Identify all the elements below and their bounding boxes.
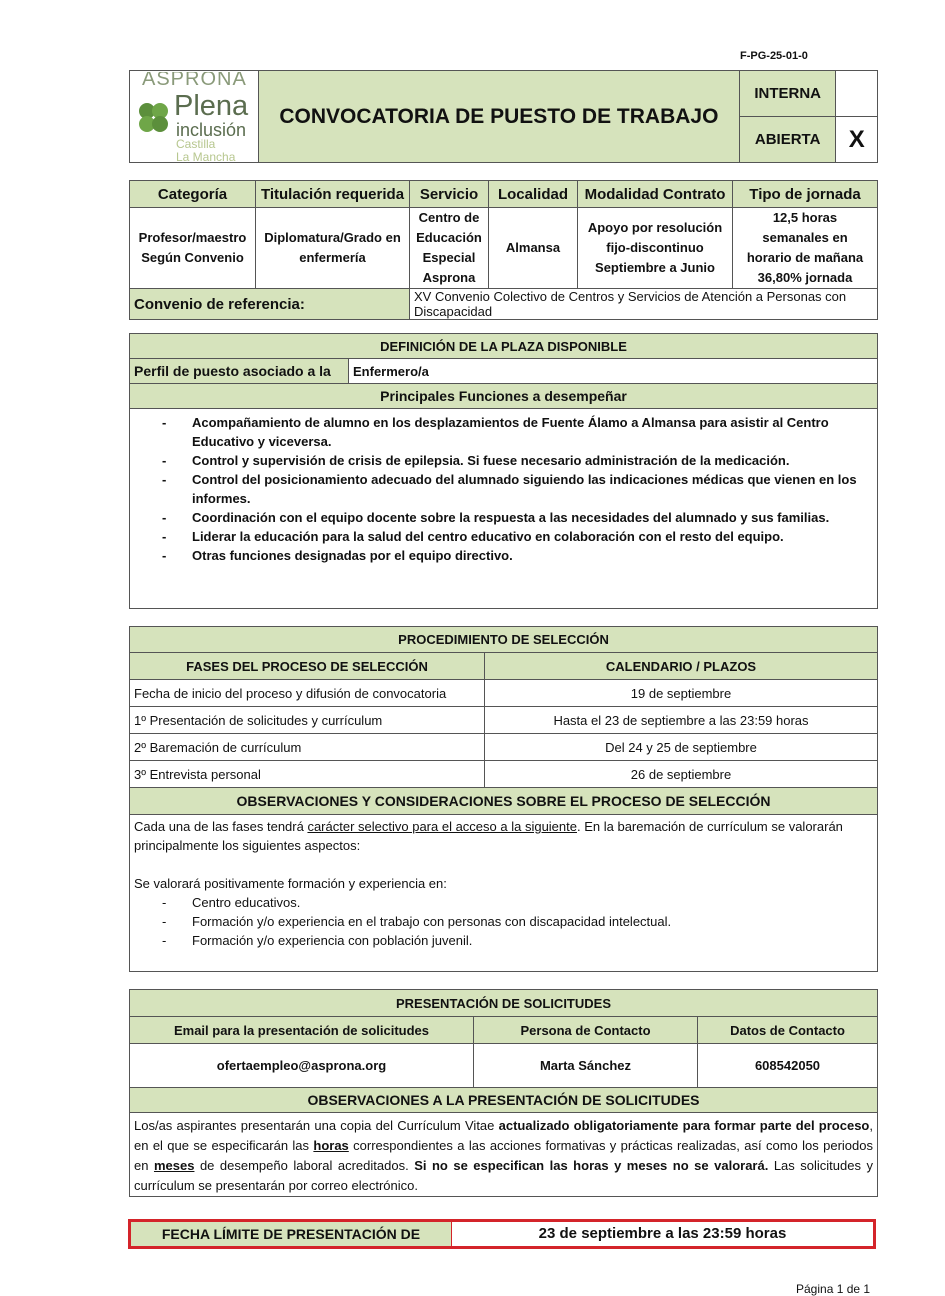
convenio-label: Convenio de referencia: [130,289,410,320]
phase-date: Hasta el 23 de septiembre a las 23:59 horas [485,707,878,734]
functions-list [130,413,857,565]
perfil-label: Perfil de puesto asociado a la [130,359,349,384]
col-localidad: Localidad [489,181,578,208]
page-number: Página 1 de 1 [796,1282,871,1296]
cell-servicio: Centro de Educación Especial Asprona [410,208,489,289]
convenio-value: XV Convenio Colectivo de Centros y Servicios de Atención a Personas con Discapacidad [410,289,878,320]
table-row: 3º Entrevista personal [130,761,485,788]
selection-obs-title: OBSERVACIONES Y CONSIDERACIONES SOBRE EL PROCESO DE SELECCIÓN [130,788,878,815]
email-value[interactable]: ofertaempleo@asprona.org [130,1044,474,1088]
document-header [129,70,878,163]
list-item: - Formación y/o experiencia en el trabajo con personas con discapacidad intelectual. [130,912,873,931]
document-title: CONVOCATORIA DE PUESTO DE TRABAJO [258,71,739,163]
col-contact-data: Datos de Contacto [698,1017,878,1044]
cell-categoria: Profesor/maestro Según Convenio [130,208,256,289]
col-phases: FASES DEL PROCESO DE SELECCIÓN [130,653,485,680]
option-open-box[interactable]: X [836,117,878,163]
logo-asprona-text: ASPRONA [142,71,247,90]
job-table [129,180,878,320]
logo-cell [130,71,259,163]
applications-table [129,989,878,1197]
phone-value: 608542050 [698,1044,878,1088]
deadline-label: FECHA LÍMITE DE PRESENTACIÓN DE [131,1222,452,1246]
phase-date: 26 de septiembre [485,761,878,788]
table-row: Fecha de inicio del proceso y difusión de convocatoria [130,680,485,707]
phase-date: 19 de septiembre [485,680,878,707]
table-row: 2º Baremación de currículum [130,734,485,761]
selection-obs-cell [130,815,878,972]
functions-title: Principales Funciones a desempeñar [130,384,878,409]
col-modalidad: Modalidad Contrato [578,181,733,208]
definition-table [129,333,878,609]
cell-titulacion: Diplomatura/Grado en enfermería [256,208,410,289]
obs-list [130,893,873,950]
list-item: - Control y supervisión de crisis de epilepsia. Si fuese necesario administración de la medicación. [130,451,857,470]
definition-title: DEFINICIÓN DE LA PLAZA DISPONIBLE [130,334,878,359]
list-item: - Otras funciones designadas por el equipo directivo. [130,546,857,565]
logo-plena-text: Plena [174,89,249,122]
clover-icon [136,100,172,136]
option-internal-box[interactable] [836,71,878,117]
selection-obs-paragraph: Cada una de las fases tendrá carácter selectivo para el acceso a la siguiente. En la baremación de currículum se valorarán principalmente los siguientes aspectos: [134,819,843,853]
col-person: Persona de Contacto [474,1017,698,1044]
list-item: - Control del posicionamiento adecuado del alumnado siguiendo las indicaciones médicas que vienen en los informes. [130,470,857,508]
applications-title: PRESENTACIÓN DE SOLICITUDES [130,990,878,1017]
cell-modalidad: Apoyo por resolución fijo-discontinuo Septiembre a Junio [578,208,733,289]
cell-jornada: 12,5 horas semanales en horario de mañana 36,80% jornada [733,208,878,289]
col-servicio: Servicio [410,181,489,208]
cell-localidad: Almansa [489,208,578,289]
logo-inclusion-text: inclusión [176,119,247,140]
table-row: 1º Presentación de solicitudes y currículum [130,707,485,734]
selection-title: PROCEDIMIENTO DE SELECCIÓN [130,627,878,653]
col-calendar: CALENDARIO / PLAZOS [485,653,878,680]
list-item: - Formación y/o experiencia con población juvenil. [130,931,873,950]
selection-table [129,626,878,972]
functions-cell [130,409,878,609]
perfil-value: Enfermero/a [349,359,878,384]
col-titulacion: Titulación requerida [256,181,410,208]
list-item: - Liderar la educación para la salud del centro educativo en colaboración con el resto del equipo. [130,527,857,546]
list-item: - Centro educativos. [130,893,873,912]
col-jornada: Tipo de jornada [733,181,878,208]
option-internal-label: INTERNA [739,71,835,117]
phase-date: Del 24 y 25 de septiembre [485,734,878,761]
col-categoria: Categoría [130,181,256,208]
applications-obs-text: Los/as aspirantes presentarán una copia del Currículum Vitae actualizado obligatoriamente para formar parte del proceso, en el que se especificarán las horas correspondientes a las acciones formativas y prácticas realizadas, así como los periodos en meses de desempeño laboral acreditados. Si no se especifican las horas y meses no se valorará. Las solicitudes y currículum se presentarán por correo electrónico. [130,1113,878,1197]
logo-region-text: Castilla La Mancha [176,136,236,162]
deadline-value: 23 de septiembre a las 23:59 horas [538,1225,787,1242]
person-value: Marta Sánchez [474,1044,698,1088]
document-code: F-PG-25-01-0 [740,50,808,62]
col-email: Email para la presentación de solicitudes [130,1017,474,1044]
list-item: - Coordinación con el equipo docente sobre la respuesta a las necesidades del alumnado y sus familias. [130,508,857,527]
applications-obs-title: OBSERVACIONES A LA PRESENTACIÓN DE SOLICITUDES [130,1088,878,1113]
option-open-label: ABIERTA [739,117,835,163]
deadline-box [128,1219,876,1249]
selection-obs-paragraph2: Se valorará positivamente formación y experiencia en: [134,876,447,891]
list-item: - Acompañamiento de alumno en los desplazamientos de Fuente Álamo a Almansa para asistir al Centro Educativo y viceversa. [130,413,857,451]
asprona-logo [130,72,250,162]
